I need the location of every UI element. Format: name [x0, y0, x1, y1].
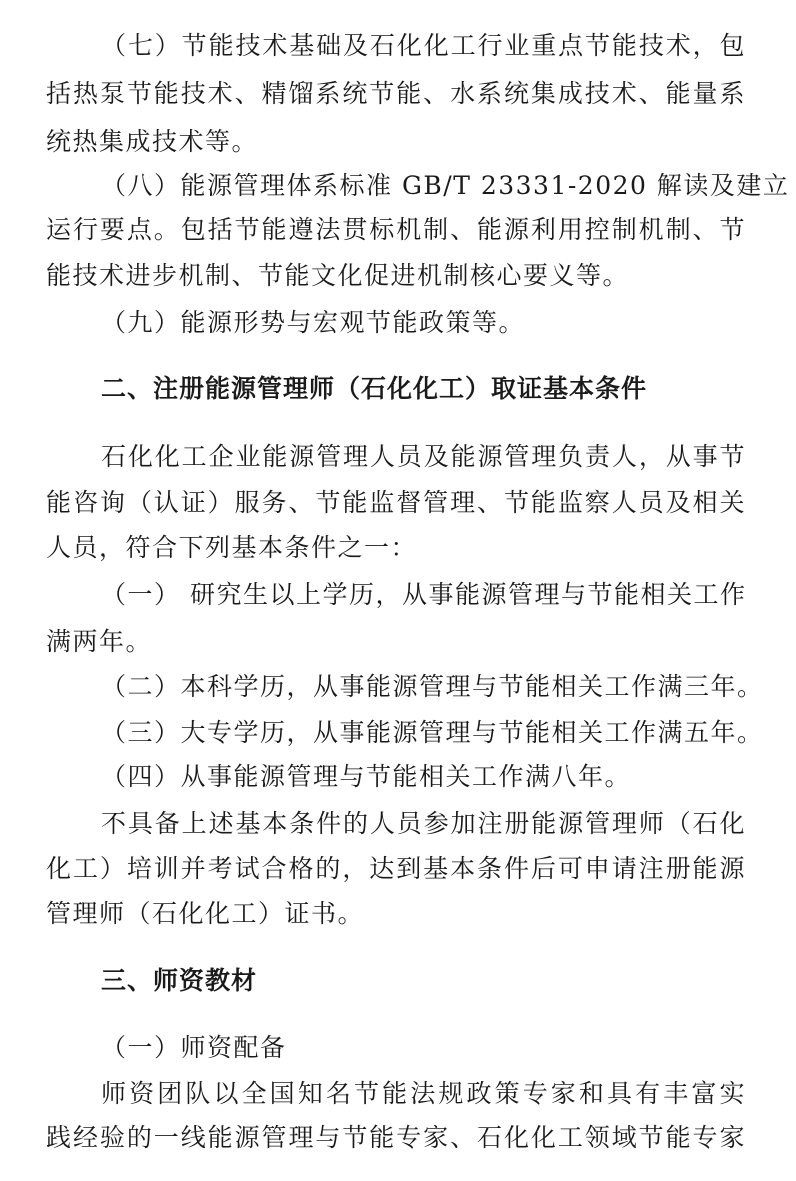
- item-7-line-3: 统热集成技术等。: [46, 127, 259, 156]
- section-3-heading: 三、师资教材: [101, 966, 258, 995]
- item-8-line-3: 能技术进步机制、节能文化促进机制核心要义等。: [46, 261, 630, 290]
- condition-note-line-3: 管理师（石化化工）证书。: [46, 899, 365, 928]
- condition-4-line: （四）从事能源管理与节能相关工作满八年。: [101, 762, 632, 791]
- faculty-paragraph-line-1: 师资团队以全国知名节能法规政策专家和具有丰富实: [101, 1079, 746, 1108]
- condition-1-line-2: 满两年。: [46, 627, 153, 656]
- section-2-intro-line-3: 人员，符合下列基本条件之一：: [46, 533, 418, 562]
- section-2-intro-line-2: 能咨询（认证）服务、节能监督管理、节能监察人员及相关: [46, 488, 746, 517]
- condition-note-line-2: 化工）培训并考试合格的，达到基本条件后可申请注册能源: [46, 854, 746, 883]
- item-9-line-1: （九）能源形势与宏观节能政策等。: [101, 308, 526, 337]
- item-8-line-1: （八）能源管理体系标准 GB/T 23331-2020 解读及建立: [101, 171, 790, 200]
- section-2-intro-line-1: 石化化工企业能源管理人员及能源管理负责人，从事节: [101, 442, 746, 471]
- item-7-line-1: （七）节能技术基础及石化化工行业重点节能技术，包: [101, 31, 746, 60]
- item-7-line-2: 括热泵节能技术、精馏系统节能、水系统集成技术、能量系: [46, 79, 746, 108]
- subsection-1-title: （一）师资配备: [101, 1033, 287, 1062]
- condition-2-line: （二）本科学历，从事能源管理与节能相关工作满三年。: [101, 672, 764, 701]
- condition-1-line-1: （一） 研究生以上学历，从事能源管理与节能相关工作: [101, 580, 747, 609]
- condition-3-line: （三）大专学历，从事能源管理与节能相关工作满五年。: [101, 718, 764, 747]
- faculty-paragraph-line-2: 践经验的一线能源管理与节能专家、石化化工领域节能专家: [46, 1123, 746, 1152]
- item-8-line-2: 运行要点。包括节能遵法贯标机制、能源利用控制机制、节: [46, 215, 746, 244]
- section-2-heading: 二、注册能源管理师（石化化工）取证基本条件: [101, 374, 648, 403]
- condition-note-line-1: 不具备上述基本条件的人员参加注册能源管理师（石化: [101, 809, 746, 838]
